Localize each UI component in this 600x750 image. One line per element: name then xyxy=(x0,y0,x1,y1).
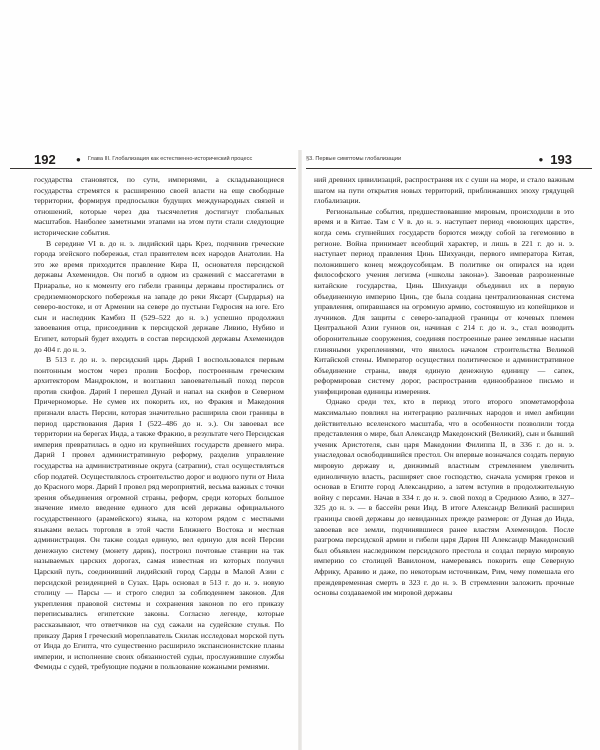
folio-bullet: ● xyxy=(538,154,544,164)
right-page-number: 193 xyxy=(550,151,572,167)
page-gutter xyxy=(298,150,302,750)
right-body-text xyxy=(306,169,592,599)
left-page-number: 192 xyxy=(34,151,56,167)
paragraph: В 513 г. до н. э. персидский царь Дарий I воспользовался первым понтонным мостом через пролив Босфор, построенным греческим архитектором Мандроклом, и возглавил завоевательный поход персов против скифов. Дарий I перешел Дунай и напал на скифов в Северном Причерноморье. Не сумев их покорить их, но Фракия и Македония признали власть Персии, которая значительно расширила свои границы в период царствования Дария I (522–486 до н. э.). Он завоевал все территории на берегах Инда, а также Фракию, в результате чего Персидская империя превратилась в одно из крупнейших государств древнего мира. Дарий I провел административную реформу, разделив управление государства на административные округа (сатрапии), стал осуществляться сбор податей. Осуществлялось строительство дорог и водного пути от Нила до Красного моря. Дарий I провел ряд мероприятий, весьма важных с точки зрения объединения огромной страны, реформ, среди которых большое значение имело введение единого для всей державы официального государственного (арамейского) языка, на котором рядом с местными языками велась торговля в этой части Ближнего Востока и местная администрация. Он также создал единую, вел единую для всей Персии денежную систему (монету дарик), построил почтовые станции на так называемых царских дорогах, самая известная из которых получил Царский путь, соединивший лидийский город Сарды в Малой Азии с персидской резиденцией в Сузах. Царь основал в 513 г. до н. э. новую столицу — Парсы — и строго следил за соблюдением законов. Для укрепления правовой системы и сохранения законов по его приказу переписывались египетские законы. Согласно легенде, которые рассказывают, что ответчиков на суд сажали на судейские стулья. По приказу Дария I греческий мореплаватель Скилак исследовал морской путь от Инда до Египта, что существенно расширило экспансионистские планы империи, и исполнение своих обязанностей судьи, прослужившие службы Фемиды с судей, требующие подачи в пользование кожаными ремнями. xyxy=(34,355,284,672)
right-running-head xyxy=(306,150,592,169)
right-folio-group xyxy=(531,152,572,167)
paragraph: Однако среди тех, кто в период этого второго эпометаморфоза максимально повлиял на интеграцию различных народов и имел амбиции действительно вселенского масштаба, что в особенности позволили тогда представления о мире, был Александр Македонский (Великий), сын и бывший ученик Аристотеля, сын царя Македонии Филиппа II, в 336 г. до н. э. унаследовал освободившийся престол. Он впервые возначался создать первую мировую державу и, движимый властным стремлением увеличить единоличную власть, расширяет свое господство, сначала усмиряя греков и основав в Египте город Александрию, а затем вступив в продолжительную войну с персами. Начав в 334 г. до н. э. свой поход в Среднюю Азию, в 327–325 до н. э. — в бассейн реки Инд. В итоге Александр Великий расширил границы своей державы до невиданных прежде размеров: от Дуная до Инда, завоевав все земли, подчинявшиеся ранее властям Ахеменидов. После разгрома персидской армии и гибели царя Дария III Александр Македонский был объявлен наследником персидского престола и создал первую мировую империю со столицей Вавилоном, намереваясь покорить еще Северную Африку, Аравию и даже, по некоторым источникам, Рим, чему помешала его преждевременная смерть в 323 г. до н. э. В стремлении заложить прочные основы создаваемой им мировой державы xyxy=(314,397,574,598)
left-running-head xyxy=(10,150,296,169)
paragraph: государства становятся, по сути, империями, а складывающиеся государства стремятся к расширению своей власти на еще свободные территории, формируя предпосылки будущих международных связей и отношений, которые через два тысячелетия достигнут глобальных масштабов. Наиболее заметными этапами на этом пути стали следующие исторические события. xyxy=(34,175,284,237)
right-page xyxy=(306,150,592,750)
paragraph: ний древних цивилизаций, распространяя их с суши на море, и стало важным шагом на пути открытия новых территорий, приближавших эпоху грядущей глобализации. xyxy=(314,175,574,206)
paragraph: В середине VI в. до н. э. лидийский царь Крез, подчинив греческие города эгейского побережья, стал правителем всех народов Анатолии. На это же время приходится правление Кира II, основателя персидской державы Ахеменидов. Он погиб в одном из сражений с массагетами в Приаралье, но к моменту его гибели границы державы простирались от средиземноморского побережья на западе до реки Яксарт (Сырдарья) на северо-востоке, и от Армении на севере до пустыни Гедросия на юге. Его сын и наследник Камбиз II (529–522 до н. э.) успешно продолжил завоевания отца, присоединив к персидской державе Ливию, Нубию и Египет, который будет входить в состав персидской державы Ахеменидов до 404 г. до н. э. xyxy=(34,238,284,354)
right-section-title: §3. Первые симптомы глобализации xyxy=(306,156,402,162)
left-page xyxy=(10,150,296,750)
left-body-text xyxy=(10,169,296,673)
left-chapter-title: Глава III. Глобализация как естественно-исторический процесс xyxy=(87,156,253,162)
folio-bullet: ● xyxy=(76,154,81,164)
paragraph: Региональные события, предшествовавшие мировым, происходили в это время и в Китае. Там с V в. до н. э. наступает период «воюющих царств», когда семь crупнейших государств борются между собой за гегемонию в регионе. Война принимает всеобщий характер, и лишь в 221 г. до н. э. наступает период правления Цинь Шихуанди, первого императора Китая, положившего конец междоусобицам. В политике он опирался на идеи философского учения легизма («школы закона»). Завоевав разрозненные китайские государства, Цинь Шихуанди объединил их в первую объединенную империю Цинь, где была создана централизованная система управления, опиравшаяся на огромную армию, состоявшую из копейщиков и лучников. Для защиты с северо-западной границы от кочевых племен Центральной Азии гуннов он, начиная с 214 г. до н. э., стал возводить оборонительные сооружения, соединяя построенные ранее земляные насыпи глиняными укреплениями, что явилось началом строительства Великой Китайской стены. Император осуществил политическое и административное объединение страны, введя единую денежную единицу — сапек, реформировав систему дорог, распространив единообразное письмо и унифицировав единицы измерения. xyxy=(314,206,574,396)
